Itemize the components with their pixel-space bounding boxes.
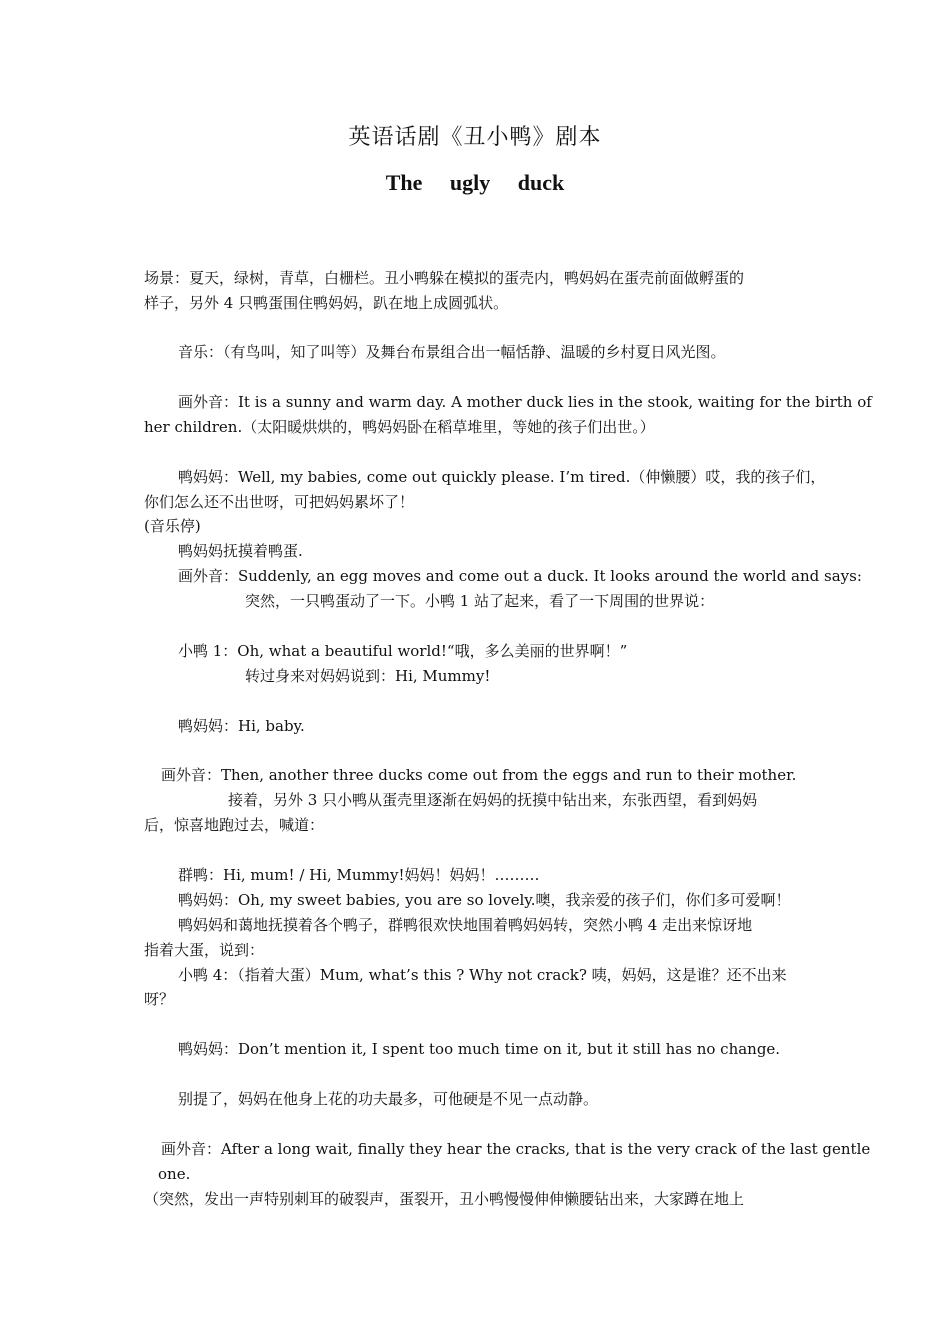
narrator-line-3-translation: 突然，一只鸭蛋动了一下。小鸭 1 站了起来，看了一下周围的世界说： [245,592,715,610]
duckling-4-line-2: 呀？ [144,990,175,1008]
stage-direction-music-stop: (音乐停) [144,517,201,535]
mother-line-1: 鸭妈妈：Well, my babies, come out quickly please. I’m tired.（伸懒腰）哎，我的孩子们， [178,468,826,486]
scene-line-2: 样子，另外 4 只鸭蛋围住鸭妈妈，趴在地上成圆弧状。 [144,294,509,312]
narrator-line-2: her children.（太阳暖烘烘的，鸭妈妈卧在稻草堆里，等她的孩子们出世。） [144,418,655,436]
duckling-1-line-2: 转过身来对妈妈说到：Hi, Mummy! [245,667,491,685]
title-english: The ugly duck [385,170,565,195]
stage-direction-stroke-eggs: 鸭妈妈抚摸着鸭蛋. [178,542,303,560]
ducklings-line: 群鸭：Hi, mum! / Hi, Mummy!妈妈！妈妈！……… [178,866,540,884]
mother-line-2: 你们怎么还不出世呀，可把妈妈累坏了！ [144,493,415,511]
mother-line-5: 鸭妈妈：Don’t mention it, I spent too much time on it, but it still has no change. [178,1040,781,1058]
music-line: 音乐：（有鸟叫，知了叫等）及舞台布景组合出一幅恬静、温暖的乡村夏日风光图。 [178,343,726,361]
stage-direction-crack: （突然，发出一声特别刺耳的破裂声，蛋裂开，丑小鸭慢慢伸伸懒腰钻出来，大家蹲在地上 [144,1190,745,1208]
narrator-line-4-translation-2: 后，惊喜地跑过去，喊道： [144,816,325,834]
narrator-line-1: 画外音：It is a sunny and warm day. A mother duck lies in the stook, waiting for the birth of [178,393,872,411]
narrator-line-4-translation: 接着，另外 3 只小鸭从蛋壳里逐渐在妈妈的抚摸中钻出来，东张西望，看到妈妈 [228,791,758,809]
narrator-line-5-2: one. [158,1165,191,1183]
duckling-1-line: 小鸭 1：Oh, what a beautiful world!“哦，多么美丽的世界啊！” [178,642,628,660]
duckling-4-line: 小鸭 4：（指着大蛋）Mum, what’s this ? Why not crack? 咦，妈妈，这是谁？还不出来 [178,966,787,984]
scene-line-1: 场景：夏天，绿树，青草，白栅栏。丑小鸭躲在模拟的蛋壳内，鸭妈妈在蛋壳前面做孵蛋的 [144,269,745,287]
title-chinese: 英语话剧《丑小鸭》剧本 [348,125,602,150]
mother-line-5-translation: 别提了，妈妈在他身上花的功夫最多，可他硬是不见一点动静。 [178,1090,599,1108]
stage-direction-ducklings: 鸭妈妈和蔼地抚摸着各个鸭子，群鸭很欢快地围着鸭妈妈转，突然小鸭 4 走出来惊讶地 [178,916,753,934]
narrator-line-5: 画外音：After a long wait, finally they hear the cracks, that is the very crack of the last gentle [161,1140,871,1158]
narrator-line-3: 画外音：Suddenly, an egg moves and come out a duck. It looks around the world and says: [178,567,862,585]
stage-direction-ducklings-2: 指着大蛋，说到： [144,941,265,959]
narrator-line-4: 画外音：Then, another three ducks come out from the eggs and run to their mother. [161,766,797,784]
mother-line-3: 鸭妈妈：Hi, baby. [178,717,305,735]
mother-line-4: 鸭妈妈：Oh, my sweet babies, you are so lovely.噢，我亲爱的孩子们，你们多可爱啊！ [178,891,791,909]
